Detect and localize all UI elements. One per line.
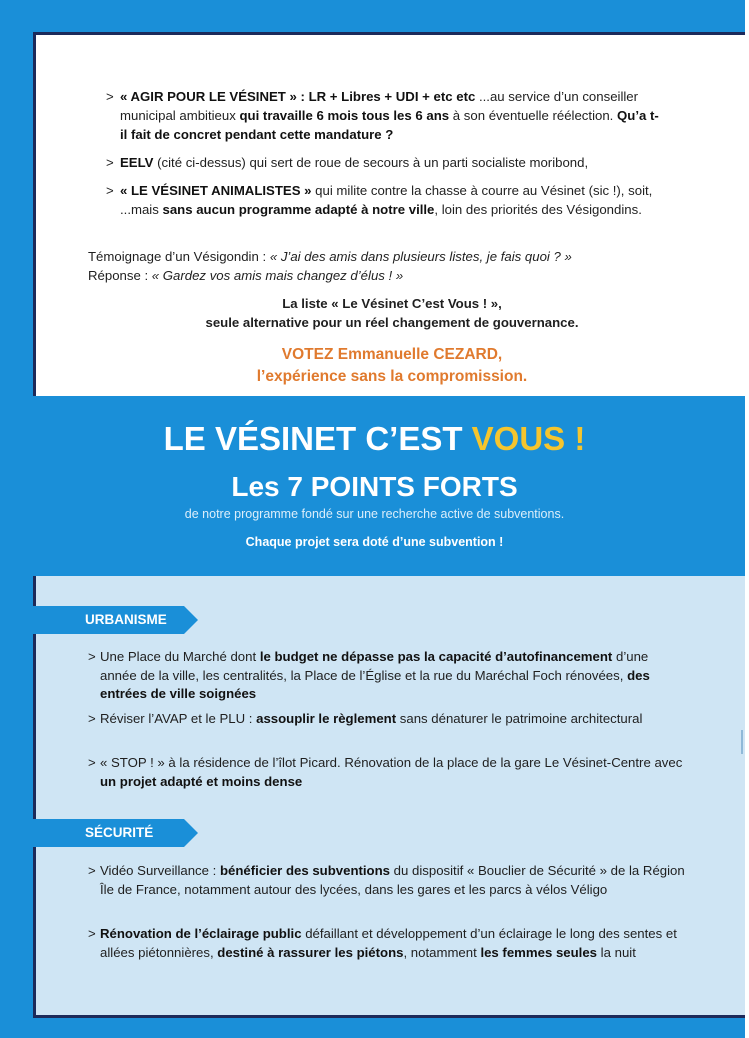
securite-item-eclairage: > Rénovation de l’éclairage public défaillant et développement d’un éclairage le long des sentes et allées piétonnières, destiné à rassurer les piétons, notamment les femmes seules la nuit xyxy=(88,926,677,960)
banner-title: LE VÉSINET C’EST VOUS ! xyxy=(163,420,586,457)
securite-heading: SÉCURITÉ xyxy=(33,819,184,847)
banner-description: de notre programme fondé sur une recherche active de subventions. xyxy=(184,507,565,521)
bullet-arrow: > xyxy=(88,755,96,770)
page-edge-mark xyxy=(741,730,743,754)
urbanisme-item-stop: > « STOP ! » à la résidence de l’îlot Picard. Rénovation de la place de la gare Le Vésinet-Centre avec un projet adapté et moins dense xyxy=(88,755,683,789)
securite-item-video: > Vidéo Surveillance : bénéficier des subventions du dispositif « Bouclier de Sécurité » de la Région Île de France, notamment autour des lycées, dans les gares et les parcs à vélos Véligo xyxy=(88,863,685,897)
bullet-arrow: > xyxy=(88,711,96,726)
list-item-agir: > « AGIR POUR LE VÉSINET » : LR + Libres + UDI + etc etc ...au service d’un conseiller municipal ambitieux qui travaille 6 mois tous les 6 ans à son éventuelle réélection. Qu’a t-il fait de concret pendant cette mandature ? xyxy=(106,89,659,142)
urbanisme-item-marche: > Une Place du Marché dont le budget ne dépasse pas la capacité d’autofinancement d’une année de la ville, les centralités, la Place de l’Église et la rue du Maréchal Foch rénovées, des entrées de ville soignées xyxy=(88,649,650,701)
bullet-arrow: > xyxy=(88,649,96,664)
temoignage: Témoignage d’un Vésigondin : « J’ai des amis dans plusieurs listes, je fais quoi ? » xyxy=(88,249,572,264)
list-item-animalistes: > « LE VÉSINET ANIMALISTES » qui milite contre la chasse à courre au Vésinet (sic !), soit, ...mais sans aucun programme adapté à notre ville, loin des priorités des Vésigondins. xyxy=(106,183,653,217)
urbanisme-heading: URBANISME xyxy=(33,606,184,634)
banner-tagline: Chaque projet sera doté d’une subvention ! xyxy=(245,535,504,549)
bullet-arrow: > xyxy=(106,155,114,170)
vote-line2: l’expérience sans la compromission. xyxy=(256,368,528,385)
intro-panel xyxy=(33,32,745,396)
list-slogan-line1: La liste « Le Vésinet C’est Vous ! », xyxy=(282,296,502,311)
list-slogan-line2: seule alternative pour un réel changement de gouvernance. xyxy=(205,315,579,330)
list-item-eelv: > EELV (cité ci-dessus) qui sert de roue de secours à un parti socialiste moribond, xyxy=(106,155,589,170)
bullet-arrow: > xyxy=(106,183,114,198)
bullet-arrow: > xyxy=(88,863,96,878)
program-panel xyxy=(33,576,745,1018)
bullet-arrow: > xyxy=(106,89,114,104)
urbanisme-item-avap: > Réviser l’AVAP et le PLU : assouplir le règlement sans dénaturer le patrimoine architectural xyxy=(88,710,688,729)
reponse: Réponse : « Gardez vos amis mais changez d’élus ! » xyxy=(88,268,404,283)
banner-subtitle: Les 7 POINTS FORTS xyxy=(231,471,518,502)
bullet-arrow: > xyxy=(88,926,96,941)
vote-line1: VOTEZ Emmanuelle CEZARD, xyxy=(281,346,503,363)
